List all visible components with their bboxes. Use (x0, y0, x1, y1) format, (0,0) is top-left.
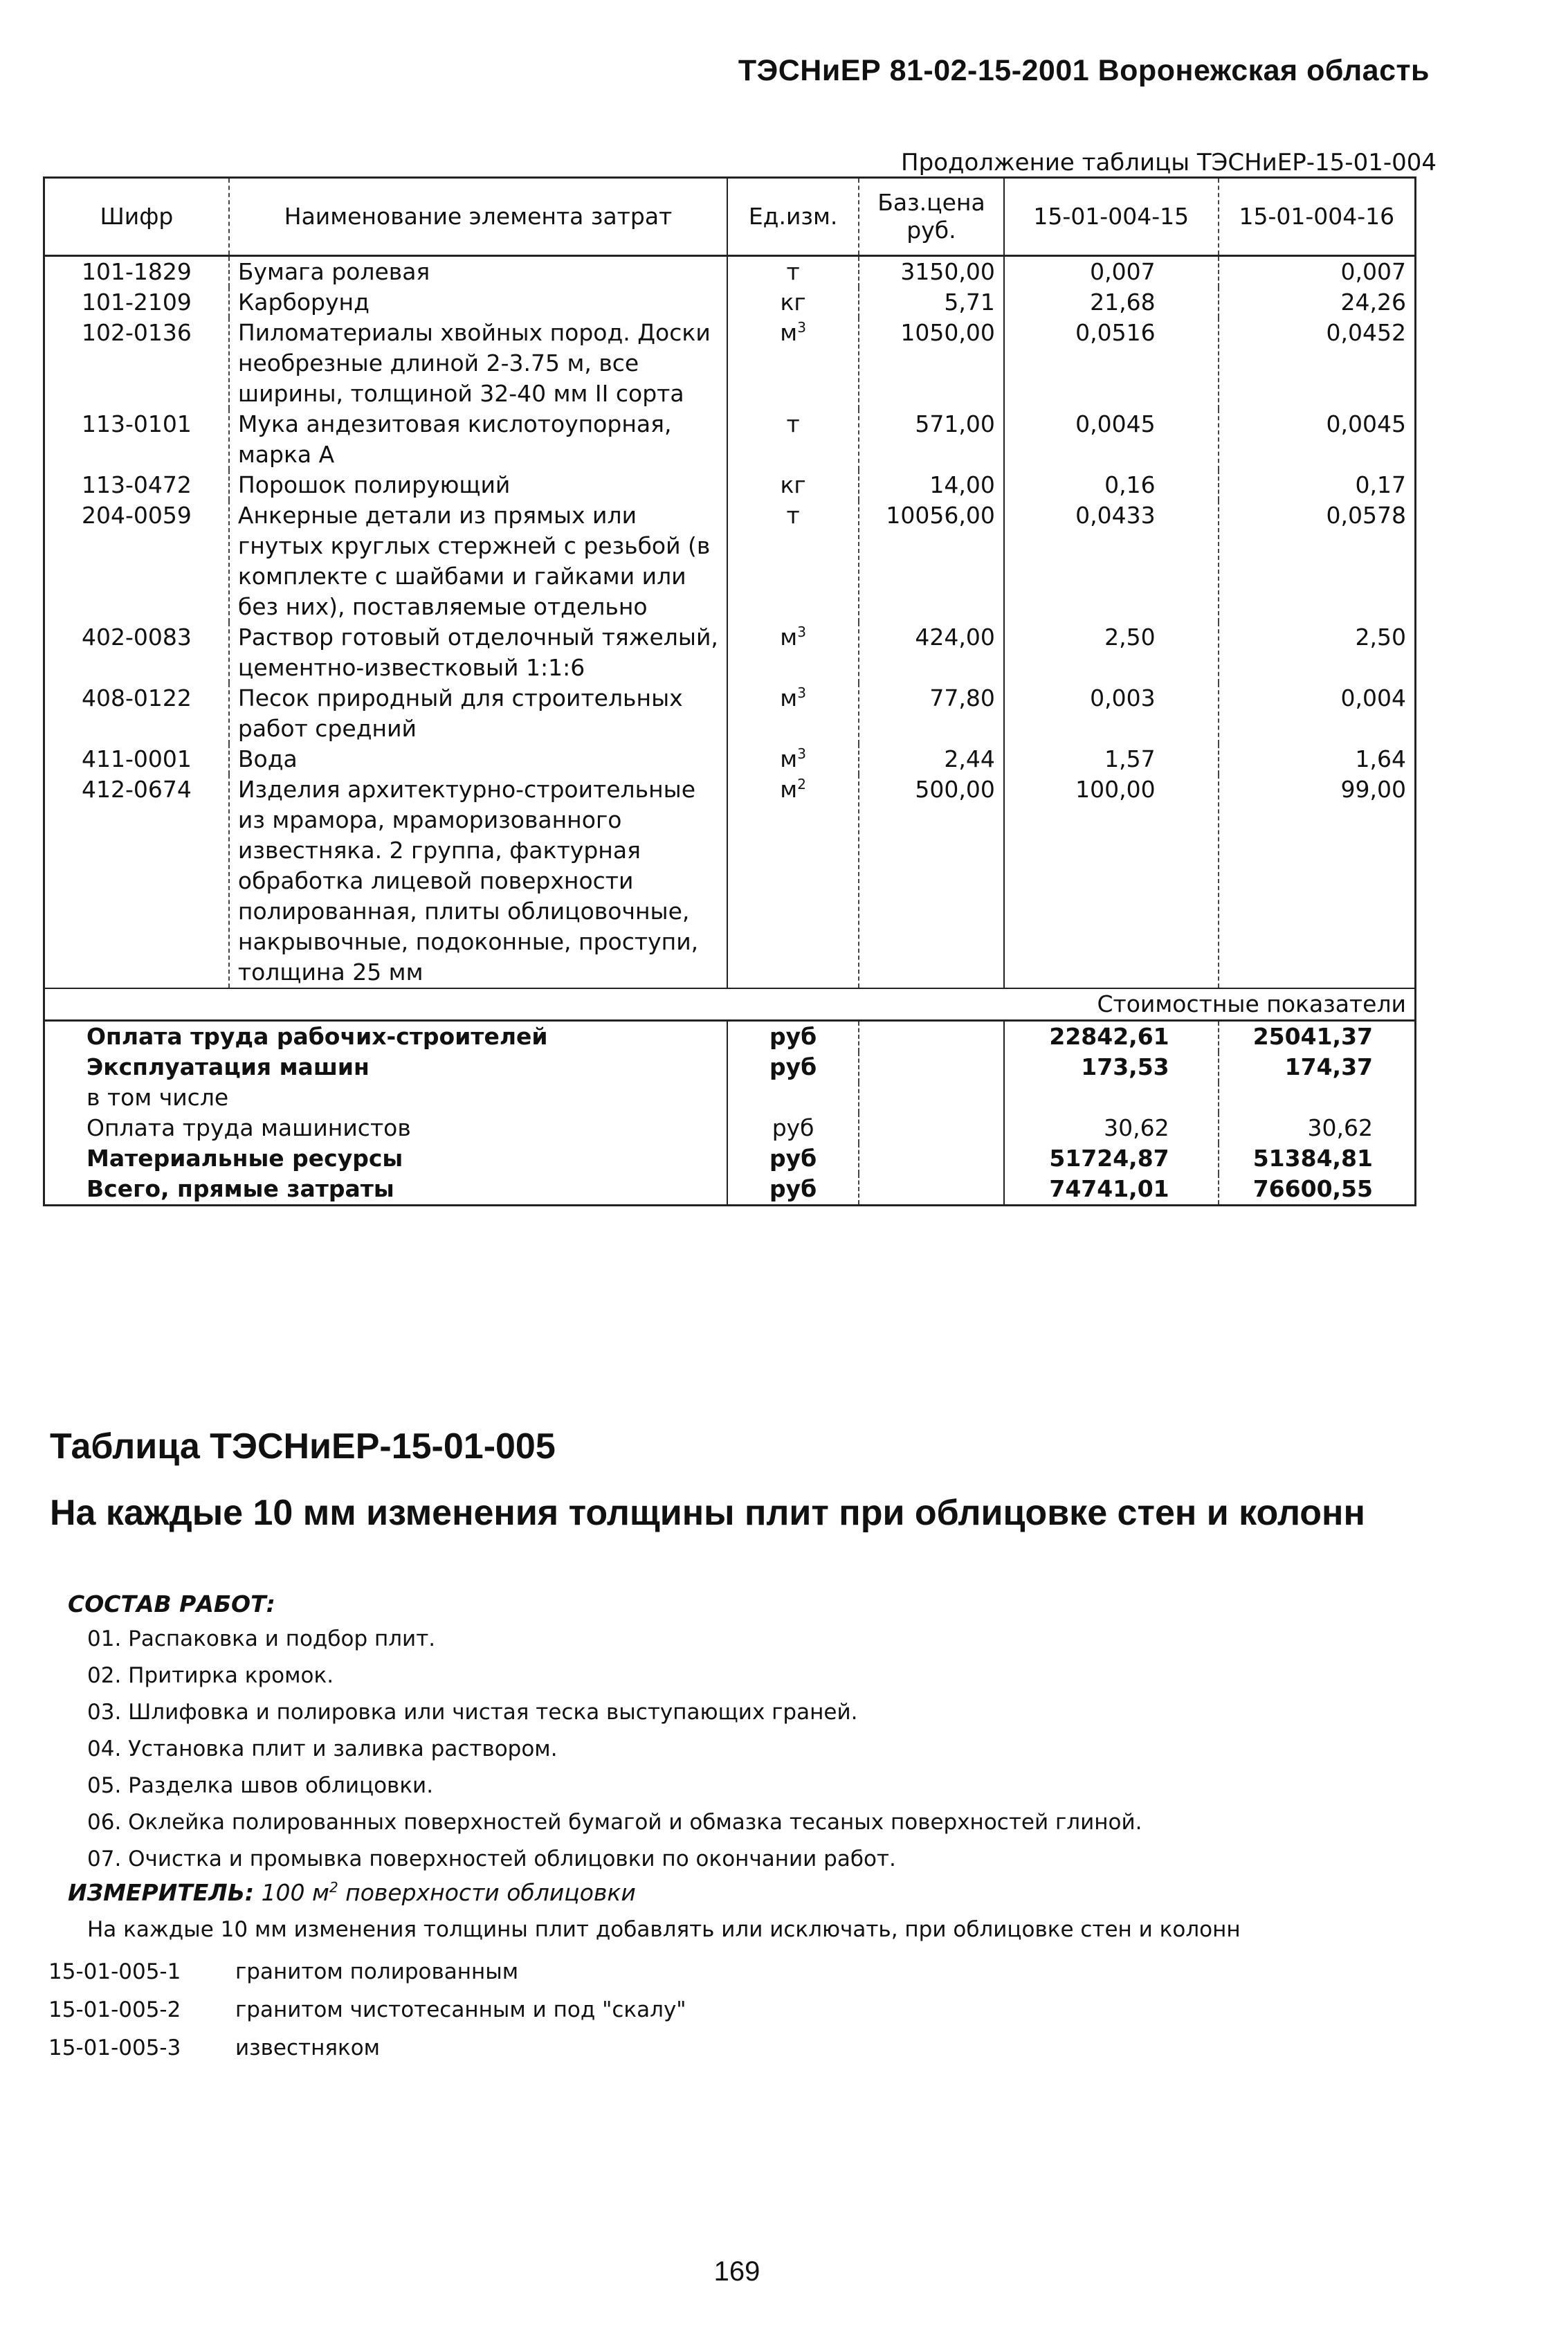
cost-indicators-row (44, 988, 1416, 1021)
summary-name: Всего, прямые затраты (44, 1174, 728, 1206)
summary-row (44, 1143, 1416, 1174)
summary-empty (859, 1052, 1004, 1082)
summary-empty (859, 1082, 1004, 1113)
works-list (87, 1621, 1142, 1878)
row-value-1: 21,68 (1004, 287, 1219, 318)
row-value-2: 0,17 (1219, 470, 1416, 500)
summary-unit: руб (727, 1174, 859, 1206)
row-name: Порошок полирующий (229, 470, 727, 500)
row-value-1: 2,50 (1004, 622, 1219, 683)
summary-row (44, 1174, 1416, 1206)
row-unit-text: т (786, 502, 800, 529)
rate-code: 15-01-005-3 (48, 2035, 181, 2060)
works-item: 05. Разделка швов облицовки. (87, 1773, 434, 1798)
summary-row (44, 1021, 1416, 1053)
section-title: Таблица ТЭСНиЕР-15-01-005 (50, 1426, 556, 1467)
rate-code: 15-01-005-1 (48, 1959, 181, 1984)
row-unit-sup: 3 (797, 745, 806, 762)
row-unit-text: т (786, 258, 800, 285)
summary-value-2: 30,62 (1219, 1113, 1416, 1143)
row-unit-sup: 2 (797, 776, 806, 792)
row-code: 102-0136 (44, 318, 229, 409)
summary-empty (859, 1174, 1004, 1206)
row-code: 408-0122 (44, 683, 229, 744)
summary-unit: руб (727, 1143, 859, 1174)
meter-prefix: 100 м (261, 1879, 329, 1906)
row-price: 1050,00 (859, 318, 1004, 409)
row-value-2: 1,64 (1219, 744, 1416, 774)
row-name: Изделия архитектурно-строительные из мрамора, мраморизованного известняка. 2 группа, фактурная обработка лицевой поверхности полированная, плиты облицовочные, накрывочные, подоконные, проступи, толщина 25 мм (229, 774, 727, 988)
rate-row (48, 1991, 686, 2029)
row-price: 2,44 (859, 744, 1004, 774)
works-item: 04. Установка плит и заливка раствором. (87, 1736, 558, 1761)
works-label: СОСТАВ РАБОТ: (68, 1590, 275, 1617)
row-unit-text: м (780, 684, 798, 711)
table-continuation-note: Продолжение таблицы ТЭСНиЕР-15-01-004 (901, 149, 1437, 176)
column-header: Баз.цена руб. (859, 178, 1004, 256)
summary-value-1: 173,53 (1004, 1052, 1219, 1082)
row-unit (727, 774, 859, 988)
rates-list (48, 1953, 686, 2067)
row-unit (727, 256, 859, 288)
row-price: 5,71 (859, 287, 1004, 318)
table-row (44, 287, 1416, 318)
row-code: 113-0101 (44, 409, 229, 470)
row-unit-sup: 3 (797, 684, 806, 701)
table-row (44, 500, 1416, 622)
rate-code: 15-01-005-2 (48, 1997, 181, 2022)
section-subtitle: На каждые 10 мм изменения толщины плит при облицовке стен и колонн (50, 1493, 1365, 1533)
summary-value-2: 25041,37 (1219, 1021, 1416, 1053)
row-unit (727, 683, 859, 744)
resources-table (43, 176, 1416, 1206)
row-unit-text: т (786, 410, 800, 437)
page-number: 169 (713, 2256, 760, 2287)
summary-name: Материальные ресурсы (44, 1143, 728, 1174)
works-item: 06. Оклейка полированных поверхностей бумагой и обмазка тесаных поверхностей глиной. (87, 1810, 1142, 1835)
row-value-2: 24,26 (1219, 287, 1416, 318)
row-name: Песок природный для строительных работ средний (229, 683, 727, 744)
meter-line (68, 1879, 636, 1906)
table-row (44, 409, 1416, 470)
table-row (44, 622, 1416, 683)
summary-name: Эксплуатация машин (44, 1052, 728, 1082)
table-row (44, 744, 1416, 774)
rate-text: гранитом чистотесанным и под "скалу" (235, 1997, 686, 2022)
summary-row (44, 1082, 1416, 1113)
row-value-1: 0,0045 (1004, 409, 1219, 470)
table-row (44, 318, 1416, 409)
row-price: 500,00 (859, 774, 1004, 988)
table-row (44, 774, 1416, 988)
summary-empty (859, 1143, 1004, 1174)
row-unit (727, 409, 859, 470)
works-item: 02. Притирка кромок. (87, 1663, 334, 1688)
row-unit-text: м (780, 745, 798, 772)
summary-name: Оплата труда машинистов (44, 1113, 728, 1143)
summary-value-1: 74741,01 (1004, 1174, 1219, 1206)
row-name: Вода (229, 744, 727, 774)
row-unit (727, 622, 859, 683)
row-value-1: 0,0433 (1004, 500, 1219, 622)
row-price: 571,00 (859, 409, 1004, 470)
row-code: 411-0001 (44, 744, 229, 774)
column-header: 15-01-004-15 (1004, 178, 1219, 256)
row-value-2: 2,50 (1219, 622, 1416, 683)
row-unit-sup: 3 (797, 319, 806, 336)
meter-label: ИЗМЕРИТЕЛЬ: (68, 1879, 255, 1906)
summary-empty (859, 1021, 1004, 1053)
row-unit-text: м (780, 624, 798, 651)
summary-unit: руб (727, 1021, 859, 1053)
column-header: 15-01-004-16 (1219, 178, 1416, 256)
row-value-2: 0,0578 (1219, 500, 1416, 622)
row-value-1: 0,003 (1004, 683, 1219, 744)
row-code: 402-0083 (44, 622, 229, 683)
row-unit (727, 318, 859, 409)
table-header-row (44, 178, 1416, 256)
works-item: 07. Очистка и промывка поверхностей облицовки по окончании работ. (87, 1847, 896, 1871)
row-value-1: 0,007 (1004, 256, 1219, 288)
row-name: Пиломатериалы хвойных пород. Доски необрезные длиной 2-3.75 м, все ширины, толщиной 32-40 мм II сорта (229, 318, 727, 409)
row-code: 204-0059 (44, 500, 229, 622)
table-row (44, 683, 1416, 744)
summary-unit: руб (727, 1052, 859, 1082)
row-unit-text: кг (780, 471, 806, 498)
summary-value-1 (1004, 1082, 1219, 1113)
row-price: 14,00 (859, 470, 1004, 500)
column-header: Шифр (44, 178, 229, 256)
summary-value-2: 76600,55 (1219, 1174, 1416, 1206)
row-value-1: 0,16 (1004, 470, 1219, 500)
row-unit-text: м (780, 319, 798, 346)
row-unit-text: м (780, 776, 798, 803)
works-item: 03. Шлифовка и полировка или чистая теска выступающих граней. (87, 1700, 858, 1725)
rate-row (48, 1953, 686, 1991)
row-unit (727, 470, 859, 500)
rate-text: известняком (235, 2035, 381, 2060)
column-header: Ед.изм. (727, 178, 859, 256)
row-code: 101-2109 (44, 287, 229, 318)
row-price: 424,00 (859, 622, 1004, 683)
rate-text: гранитом полированным (235, 1959, 519, 1984)
row-unit-text: кг (780, 289, 806, 316)
meter-sup: 2 (329, 1879, 338, 1896)
row-code: 412-0674 (44, 774, 229, 988)
summary-unit (727, 1082, 859, 1113)
row-unit-sup: 3 (797, 624, 806, 640)
summary-value-1: 51724,87 (1004, 1143, 1219, 1174)
summary-value-2: 174,37 (1219, 1052, 1416, 1082)
summary-name: в том числе (44, 1082, 728, 1113)
row-price: 3150,00 (859, 256, 1004, 288)
row-unit (727, 500, 859, 622)
summary-row (44, 1052, 1416, 1082)
row-value-2: 0,0452 (1219, 318, 1416, 409)
row-value-2: 99,00 (1219, 774, 1416, 988)
summary-value-1: 22842,61 (1004, 1021, 1219, 1053)
table-row (44, 256, 1416, 288)
summary-unit: руб (727, 1113, 859, 1143)
row-name: Анкерные детали из прямых или гнутых круглых стержней с резьбой (в комплекте с шайбами и гайками или без них), поставляемые отдельно (229, 500, 727, 622)
cost-indicators-title: Стоимостные показатели (44, 988, 1416, 1021)
row-price: 77,80 (859, 683, 1004, 744)
row-name: Мука андезитовая кислотоупорная, марка А (229, 409, 727, 470)
row-value-2: 0,0045 (1219, 409, 1416, 470)
summary-row (44, 1113, 1416, 1143)
row-price: 10056,00 (859, 500, 1004, 622)
row-value-1: 100,00 (1004, 774, 1219, 988)
summary-value-2: 51384,81 (1219, 1143, 1416, 1174)
row-value-2: 0,007 (1219, 256, 1416, 288)
summary-value-1: 30,62 (1004, 1113, 1219, 1143)
row-unit (727, 744, 859, 774)
row-name: Раствор готовый отделочный тяжелый, цементно-известковый 1:1:6 (229, 622, 727, 683)
summary-empty (859, 1113, 1004, 1143)
meter-suffix: поверхности облицовки (338, 1879, 636, 1906)
row-value-2: 0,004 (1219, 683, 1416, 744)
add-note: На каждые 10 мм изменения толщины плит добавлять или исключать, при облицовке стен и колонн (87, 1917, 1241, 1942)
row-code: 101-1829 (44, 256, 229, 288)
table-row (44, 470, 1416, 500)
row-unit (727, 287, 859, 318)
row-name: Бумага ролевая (229, 256, 727, 288)
rate-row (48, 2029, 686, 2067)
page-header: ТЭСНиЕР 81-02-15-2001 Воронежская область (738, 54, 1430, 87)
row-value-1: 0,0516 (1004, 318, 1219, 409)
column-header: Наименование элемента затрат (229, 178, 727, 256)
summary-name: Оплата труда рабочих-строителей (44, 1021, 728, 1053)
row-name: Карборунд (229, 287, 727, 318)
row-code: 113-0472 (44, 470, 229, 500)
works-item: 01. Распаковка и подбор плит. (87, 1626, 436, 1651)
row-value-1: 1,57 (1004, 744, 1219, 774)
summary-value-2 (1219, 1082, 1416, 1113)
